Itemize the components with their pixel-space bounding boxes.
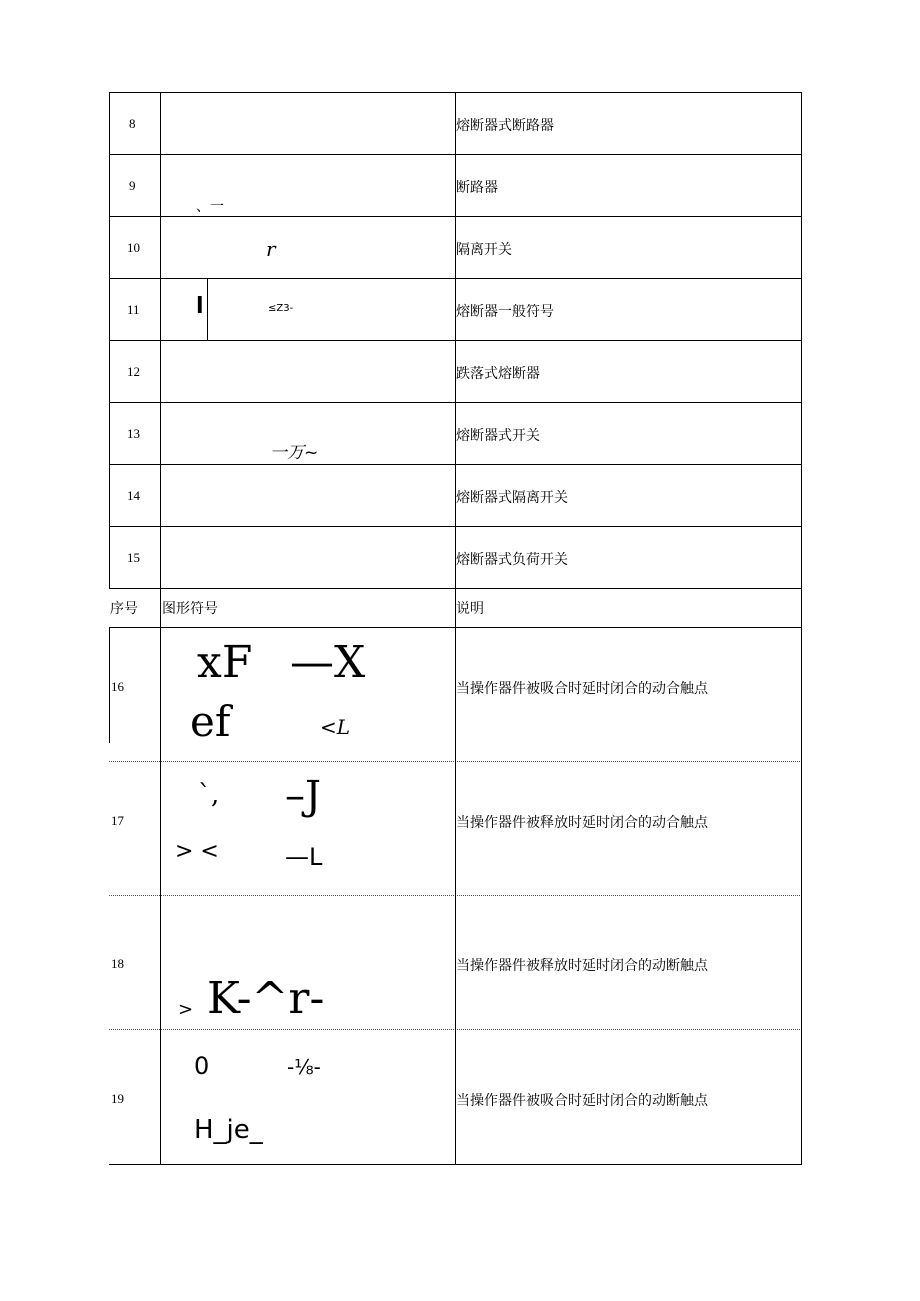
- graphic-symbol: > <: [175, 839, 219, 864]
- column-divider: [160, 92, 161, 1165]
- row-number: 9: [129, 178, 136, 193]
- graphic-symbol: 一万~: [270, 443, 319, 463]
- row-number: 12: [127, 364, 140, 379]
- row-description: 当操作器件被吸合时延时闭合的动断触点: [456, 1093, 708, 1109]
- table-border-right: [801, 92, 802, 1165]
- row-number: 13: [127, 426, 140, 441]
- graphic-symbol: <L: [320, 715, 351, 739]
- graphic-symbol: —X: [290, 637, 366, 688]
- row-description: 当操作器件被释放时延时闭合的动断触点: [456, 958, 708, 974]
- row-number: 18: [111, 956, 124, 971]
- row-number: 10: [127, 240, 140, 255]
- table-border-left: [109, 92, 110, 589]
- row-description: 熔断器式负荷开关: [456, 552, 568, 568]
- graphic-symbol: `,: [198, 780, 220, 810]
- row-description: 隔离开关: [456, 242, 512, 258]
- row-description: 熔断器式隔离开关: [456, 490, 568, 506]
- row-description: 熔断器式断路器: [456, 118, 554, 134]
- row-number: 8: [129, 116, 136, 131]
- graphic-symbol: r: [266, 237, 276, 261]
- cell-divider: [207, 278, 208, 340]
- row-description: 熔断器一般符号: [456, 304, 554, 320]
- graphic-symbol: 0: [194, 1052, 210, 1080]
- graphic-symbol: >: [178, 999, 194, 1020]
- row-number: 15: [127, 550, 140, 565]
- graphic-symbol: ef: [190, 697, 231, 746]
- row-description: 跌落式熔断器: [456, 366, 540, 382]
- graphic-symbol: xF: [197, 637, 253, 688]
- header-description: 说明: [456, 601, 484, 617]
- row-number: 17: [111, 813, 124, 828]
- row-number: 16: [111, 679, 124, 694]
- row-description: 当操作器件被释放时延时闭合的动合触点: [456, 815, 708, 831]
- table-border-left: [109, 627, 110, 743]
- graphic-symbol: –J: [285, 773, 322, 819]
- row-number: 11: [127, 302, 140, 317]
- row-description: 断路器: [456, 180, 498, 196]
- graphic-symbol: ≤Z3-: [268, 303, 294, 314]
- row-description: 当操作器件被吸合时延时闭合的动合触点: [456, 681, 708, 697]
- row-description: 熔断器式开关: [456, 428, 540, 444]
- graphic-symbol: -⅛-: [287, 1055, 321, 1079]
- header-number: 序号: [110, 601, 138, 617]
- graphic-symbol: 、一: [196, 199, 224, 215]
- graphic-symbol: K-^r-: [207, 973, 325, 1024]
- graphic-symbol: H_je_: [194, 1115, 263, 1145]
- row-number: 19: [111, 1091, 124, 1106]
- graphic-symbol: l: [196, 294, 204, 319]
- graphic-symbol: —L: [285, 843, 323, 871]
- header-symbol: 图形符号: [162, 601, 218, 617]
- row-number: 14: [127, 488, 140, 503]
